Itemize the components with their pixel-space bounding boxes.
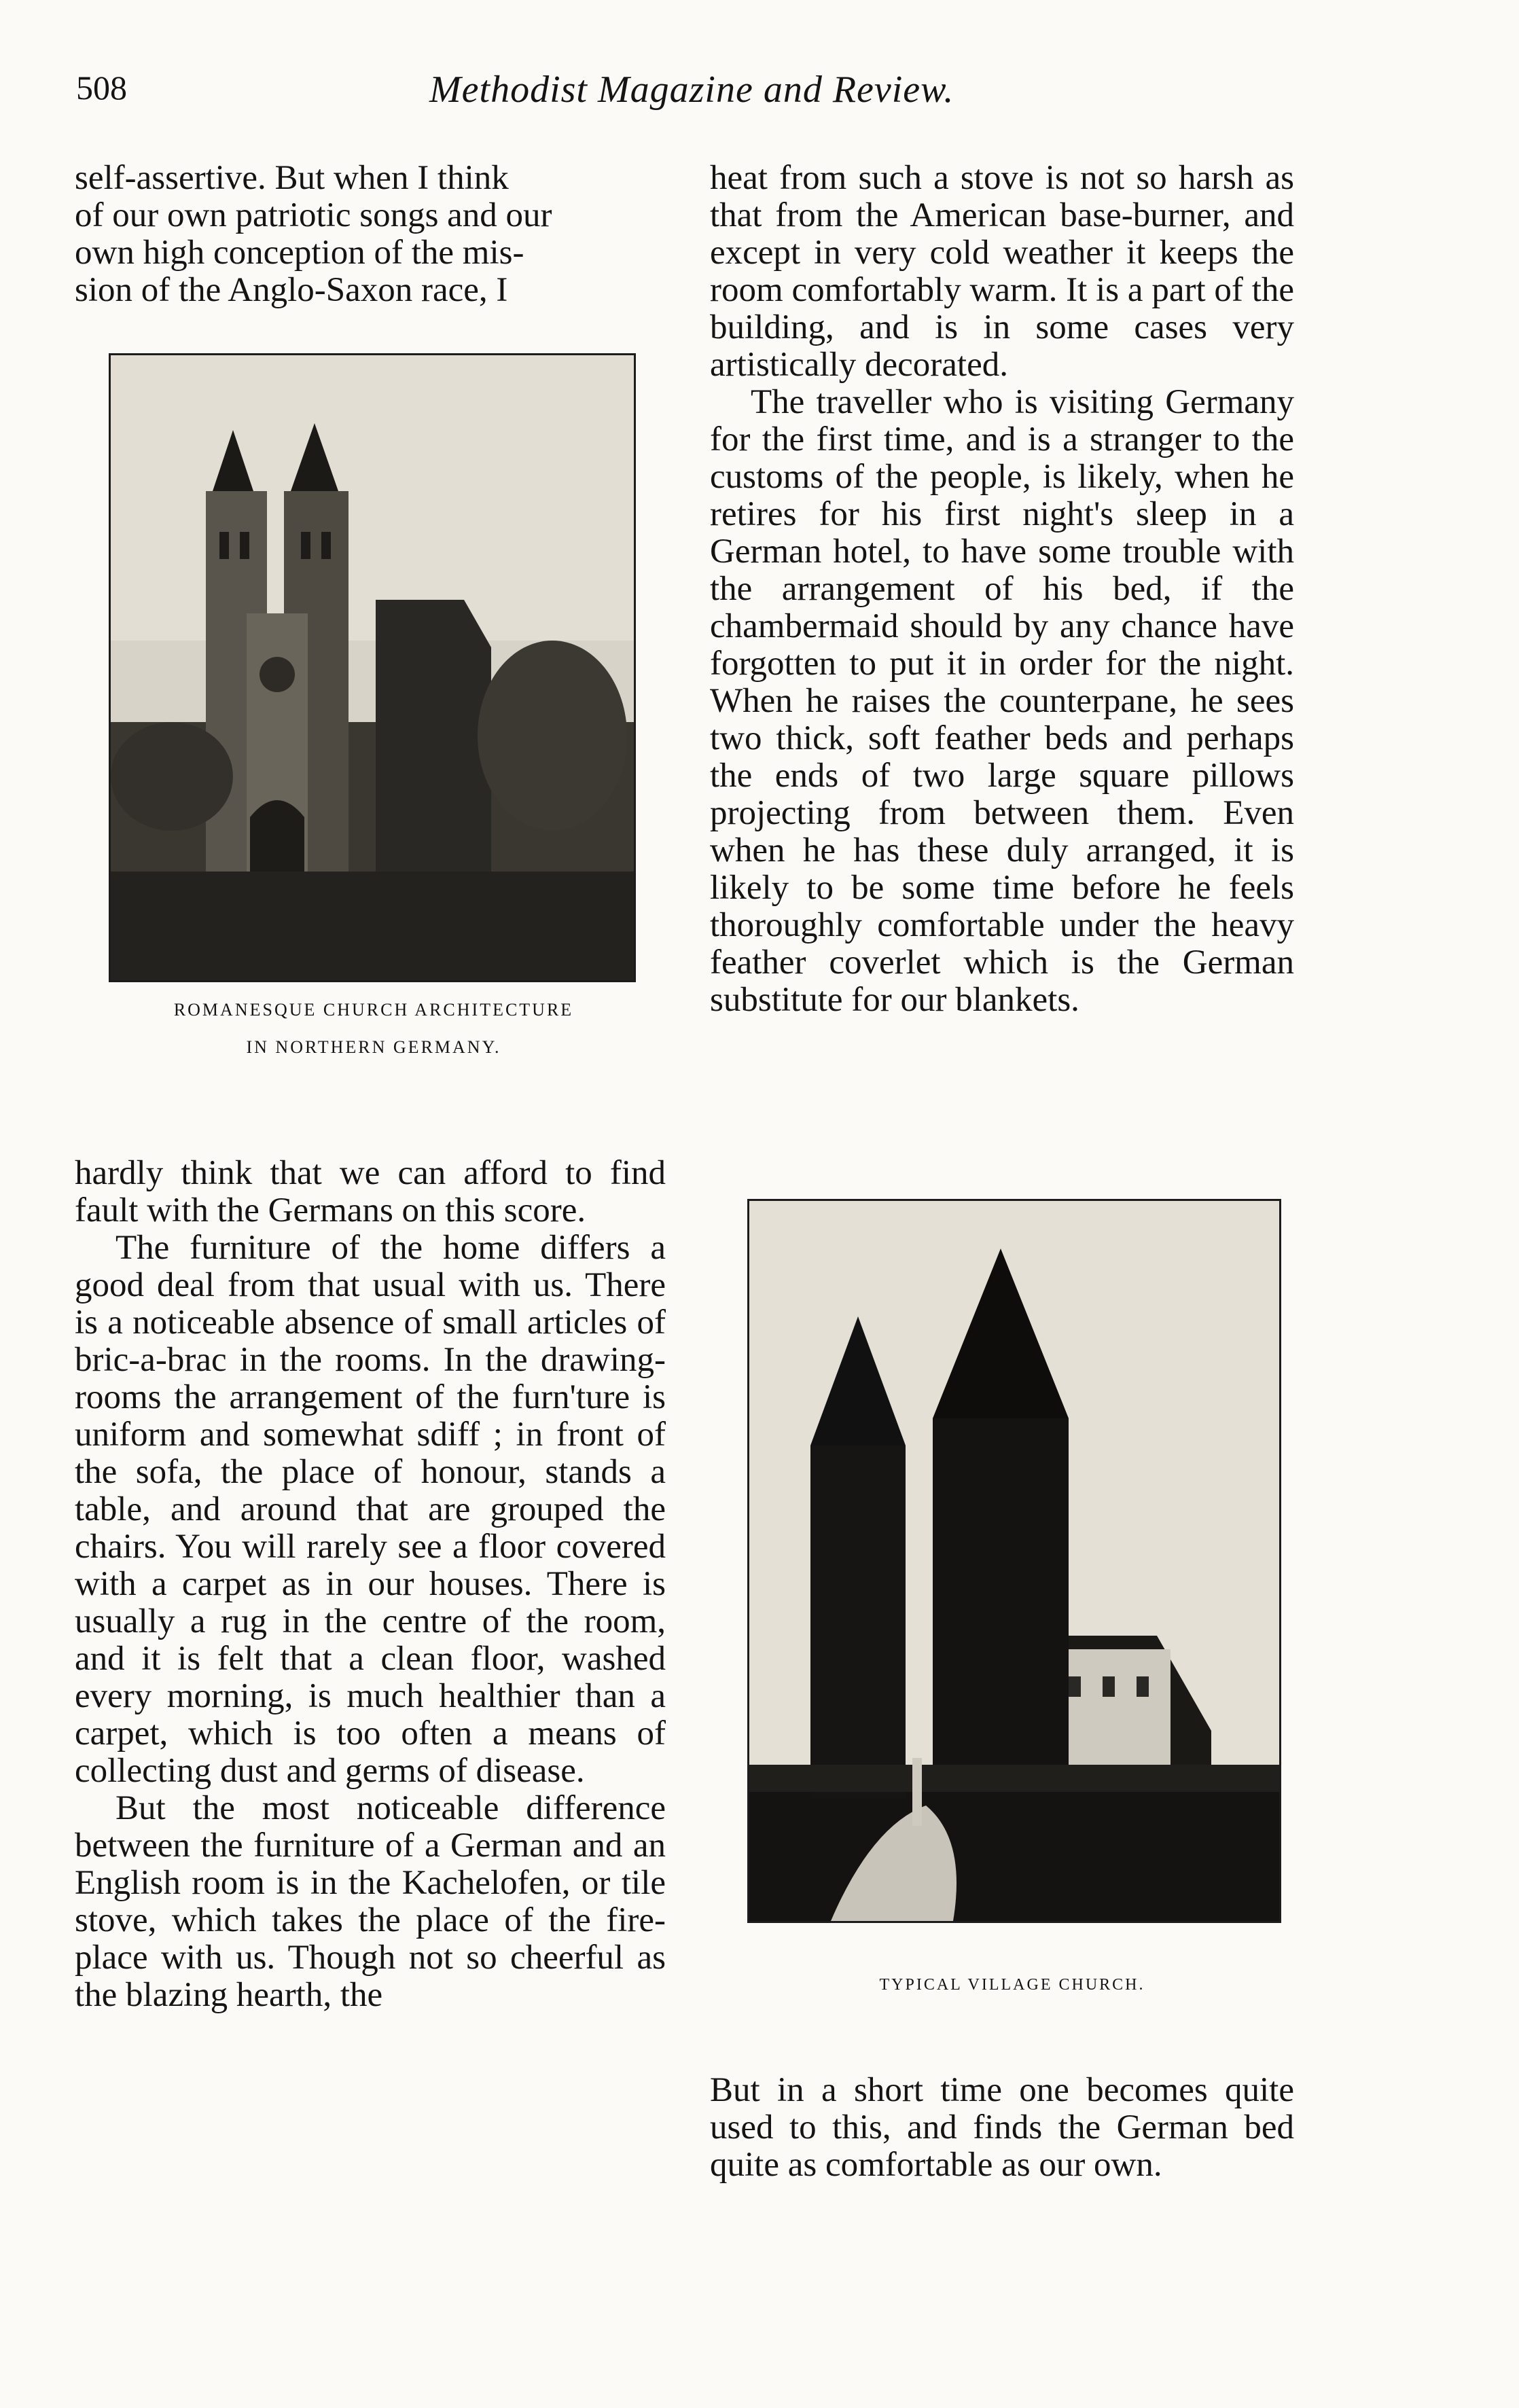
- church-illustration: [747, 1199, 1281, 1923]
- figure-caption: TYPICAL VILLAGE CHURCH.: [879, 1976, 1145, 1994]
- left-column-bottom-text: [75, 1155, 666, 2014]
- text-line: of our own patriotic songs and our: [75, 196, 552, 234]
- paragraph: The traveller who is visiting Germany for the first time, and is a stranger to the customs of the people, is likely, when he retires for his first night's sleep in a German hotel, to have some trouble with the arrangement of his bed, if the chambermaid should by any chance have forgotten to put it in order for the night. When he raises the counterpane, he sees two thick, soft feather beds and perhaps the ends of two large square pillows projecting from between them. Even when he has these duly arranged, it is likely to be some time before he feels thoroughly comfortable under the heavy feather coverlet which is the German substitute for our blankets.: [710, 383, 1294, 1019]
- figure-caption-line: IN NORTHERN GERMANY.: [246, 1037, 501, 1057]
- page-number: 508: [76, 69, 127, 107]
- church-illustration: [109, 353, 636, 982]
- page-header: [76, 68, 1285, 129]
- figure-romanesque-church: [102, 353, 645, 1107]
- text-line: sion of the Anglo-Saxon race, I: [75, 271, 508, 309]
- running-title: Methodist Magazine and Review.: [429, 69, 954, 111]
- village-church-image: [749, 1201, 1279, 1921]
- paragraph: But the most noticeable difference between the furniture of a German and an English room is in the Kachelofen, or tile stove, which takes the place of the fire-place with us. Though not so cheerful as the blazing hearth, the: [75, 1789, 666, 2014]
- paragraph: heat from such a stove is not so harsh as that from the American base-burner, and except in very cold weather it keeps the room comfortably warm. It is a part of the building, and is in some cases very artistically decorated.: [710, 159, 1294, 384]
- figure-village-church: [740, 1199, 1284, 2014]
- figure-caption-line: ROMANESQUE CHURCH ARCHITECTURE: [173, 1000, 574, 1020]
- romanesque-church-image: [111, 355, 634, 980]
- paragraph: hardly think that we can afford to find fault with the Germans on this score.: [75, 1154, 666, 1229]
- paragraph: But in a short time one becomes quite used to this, and finds the German bed quite as comfortable as our own.: [710, 2071, 1294, 2184]
- text-line: self-assertive. But when I think: [75, 159, 509, 197]
- right-column-top-text: [710, 160, 1294, 1019]
- paragraph: The furniture of the home differs a good deal from that usual with us. There is a noticeable absence of small articles of bric-a-brac in the rooms. In the drawing-rooms the arrangement of the furn'ture is uniform and somewhat sdiff ; in front of the sofa, the place of honour, stands a table, and around that are grouped the chairs. You will rarely see a floor covered with a carpet as in our houses. There is usually a rug in the centre of the room, and it is felt that a clean floor, washed every morning, is much healthier than a carpet, which is too often a means of collecting dust and germs of disease.: [75, 1229, 666, 1790]
- left-column-top-text: [75, 160, 666, 309]
- right-column-bottom-text: [710, 2072, 1294, 2184]
- text-line: own high conception of the mis-: [75, 234, 524, 272]
